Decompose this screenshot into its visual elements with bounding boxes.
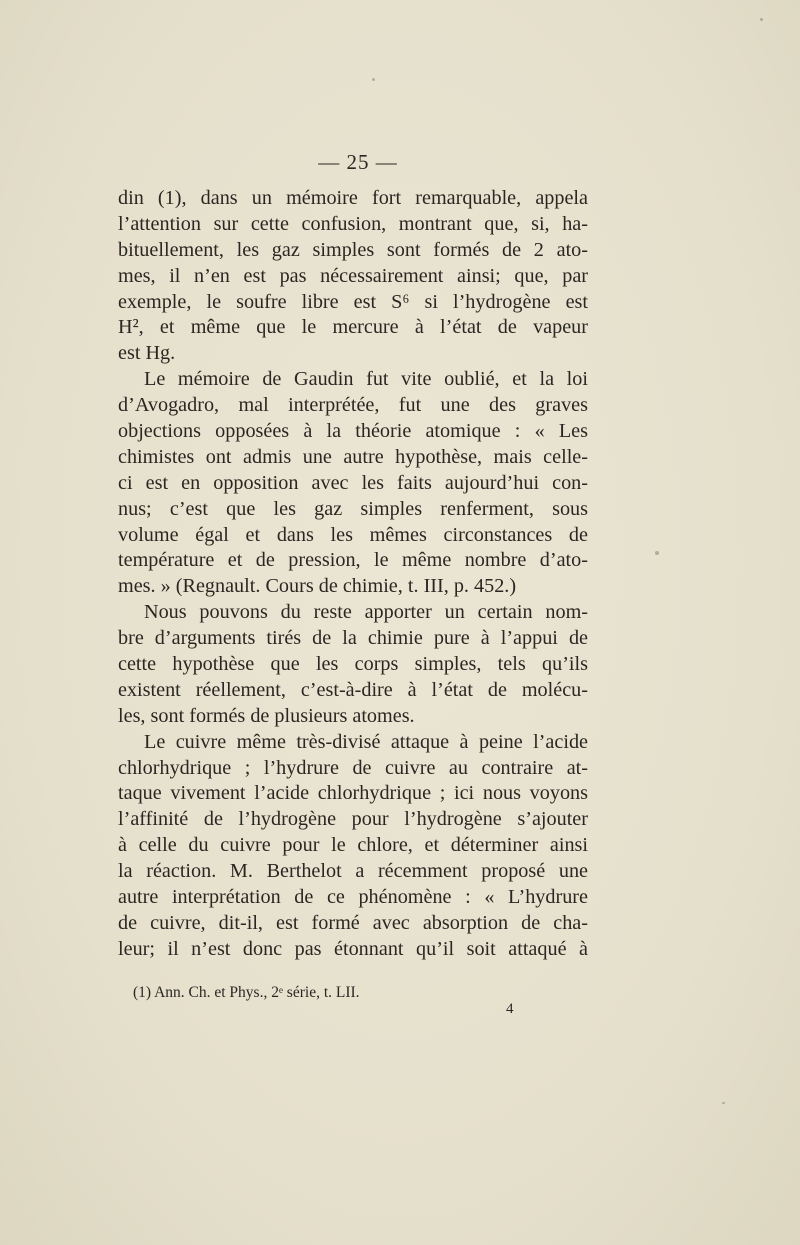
paper-speck	[722, 1102, 725, 1104]
text-line: bre d’arguments tirés de la chimie pure à l’appui de	[118, 627, 588, 650]
text-line: cette hypothèse que les corps simples, tels qu’ils	[118, 653, 588, 676]
text-line: Le mémoire de Gaudin fut vite oublié, et la loi	[144, 368, 588, 391]
text-line: mes, il n’en est pas nécessairement ainsi; que, par	[118, 264, 588, 287]
text-line: chimistes ont admis une autre hypothèse, mais celle-	[118, 445, 588, 468]
text-line: volume égal et dans les mêmes circonstances de	[118, 523, 588, 546]
text-line: de cuivre, dit-il, est formé avec absorption de cha-	[118, 911, 588, 934]
text-line: H², et même que le mercure à l’état de vapeur	[118, 316, 588, 339]
signature-mark: 4	[506, 1001, 514, 1017]
text-line: existent réellement, c’est-à-dire à l’état de molécu-	[118, 678, 588, 701]
text-line: à celle du cuivre pour le chlore, et déterminer ainsi	[118, 834, 588, 857]
text-line: l’attention sur cette confusion, montrant que, si, ha-	[118, 212, 588, 235]
text-line: objections opposées à la théorie atomique : « Les	[118, 420, 588, 443]
footnote: (1) Ann. Ch. et Phys., 2ᵉ série, t. LII.	[133, 984, 360, 1001]
text-line: la réaction. M. Berthelot a récemment proposé une	[118, 860, 588, 883]
text-line: din (1), dans un mémoire fort remarquable, appela	[118, 187, 588, 209]
text-line: chlorhydrique ; l’hydrure de cuivre au contraire at-	[118, 756, 588, 779]
paper-speck	[655, 551, 659, 555]
text-line: d’Avogadro, mal interprétée, fut une des graves	[118, 394, 588, 417]
text-line: exemple, le soufre libre est S⁶ si l’hydrogène est	[118, 290, 588, 313]
text-line: autre interprétation de ce phénomène : « L’hydrure	[118, 886, 588, 909]
page-number: — 25 —	[318, 150, 398, 174]
text-line: température et de pression, le même nombre d’ato-	[118, 549, 588, 572]
text-line: Le cuivre même très-divisé attaque à peine l’acide	[144, 730, 588, 753]
paper-speck	[760, 18, 763, 21]
text-line: mes. » (Regnault. Cours de chimie, t. III, p. 452.)	[118, 575, 517, 598]
paper-speck	[372, 78, 375, 81]
text-line: taque vivement l’acide chlorhydrique ; ici nous voyons	[118, 782, 588, 805]
text-line: leur; il n’est donc pas étonnant qu’il soit attaqué à	[118, 937, 588, 960]
text-line: ci est en opposition avec les faits aujourd’hui con-	[118, 471, 588, 494]
text-line: bituellement, les gaz simples sont formés de 2 ato-	[118, 238, 588, 261]
text-line: est Hg.	[118, 342, 176, 365]
text-line: l’affinité de l’hydrogène pour l’hydrogène s’ajouter	[118, 808, 588, 831]
text-line: les, sont formés de plusieurs atomes.	[118, 704, 415, 727]
text-line: nus; c’est que les gaz simples renferment, sous	[118, 497, 588, 520]
body-text	[118, 186, 588, 963]
text-line: Nous pouvons du reste apporter un certain nom-	[144, 601, 588, 624]
